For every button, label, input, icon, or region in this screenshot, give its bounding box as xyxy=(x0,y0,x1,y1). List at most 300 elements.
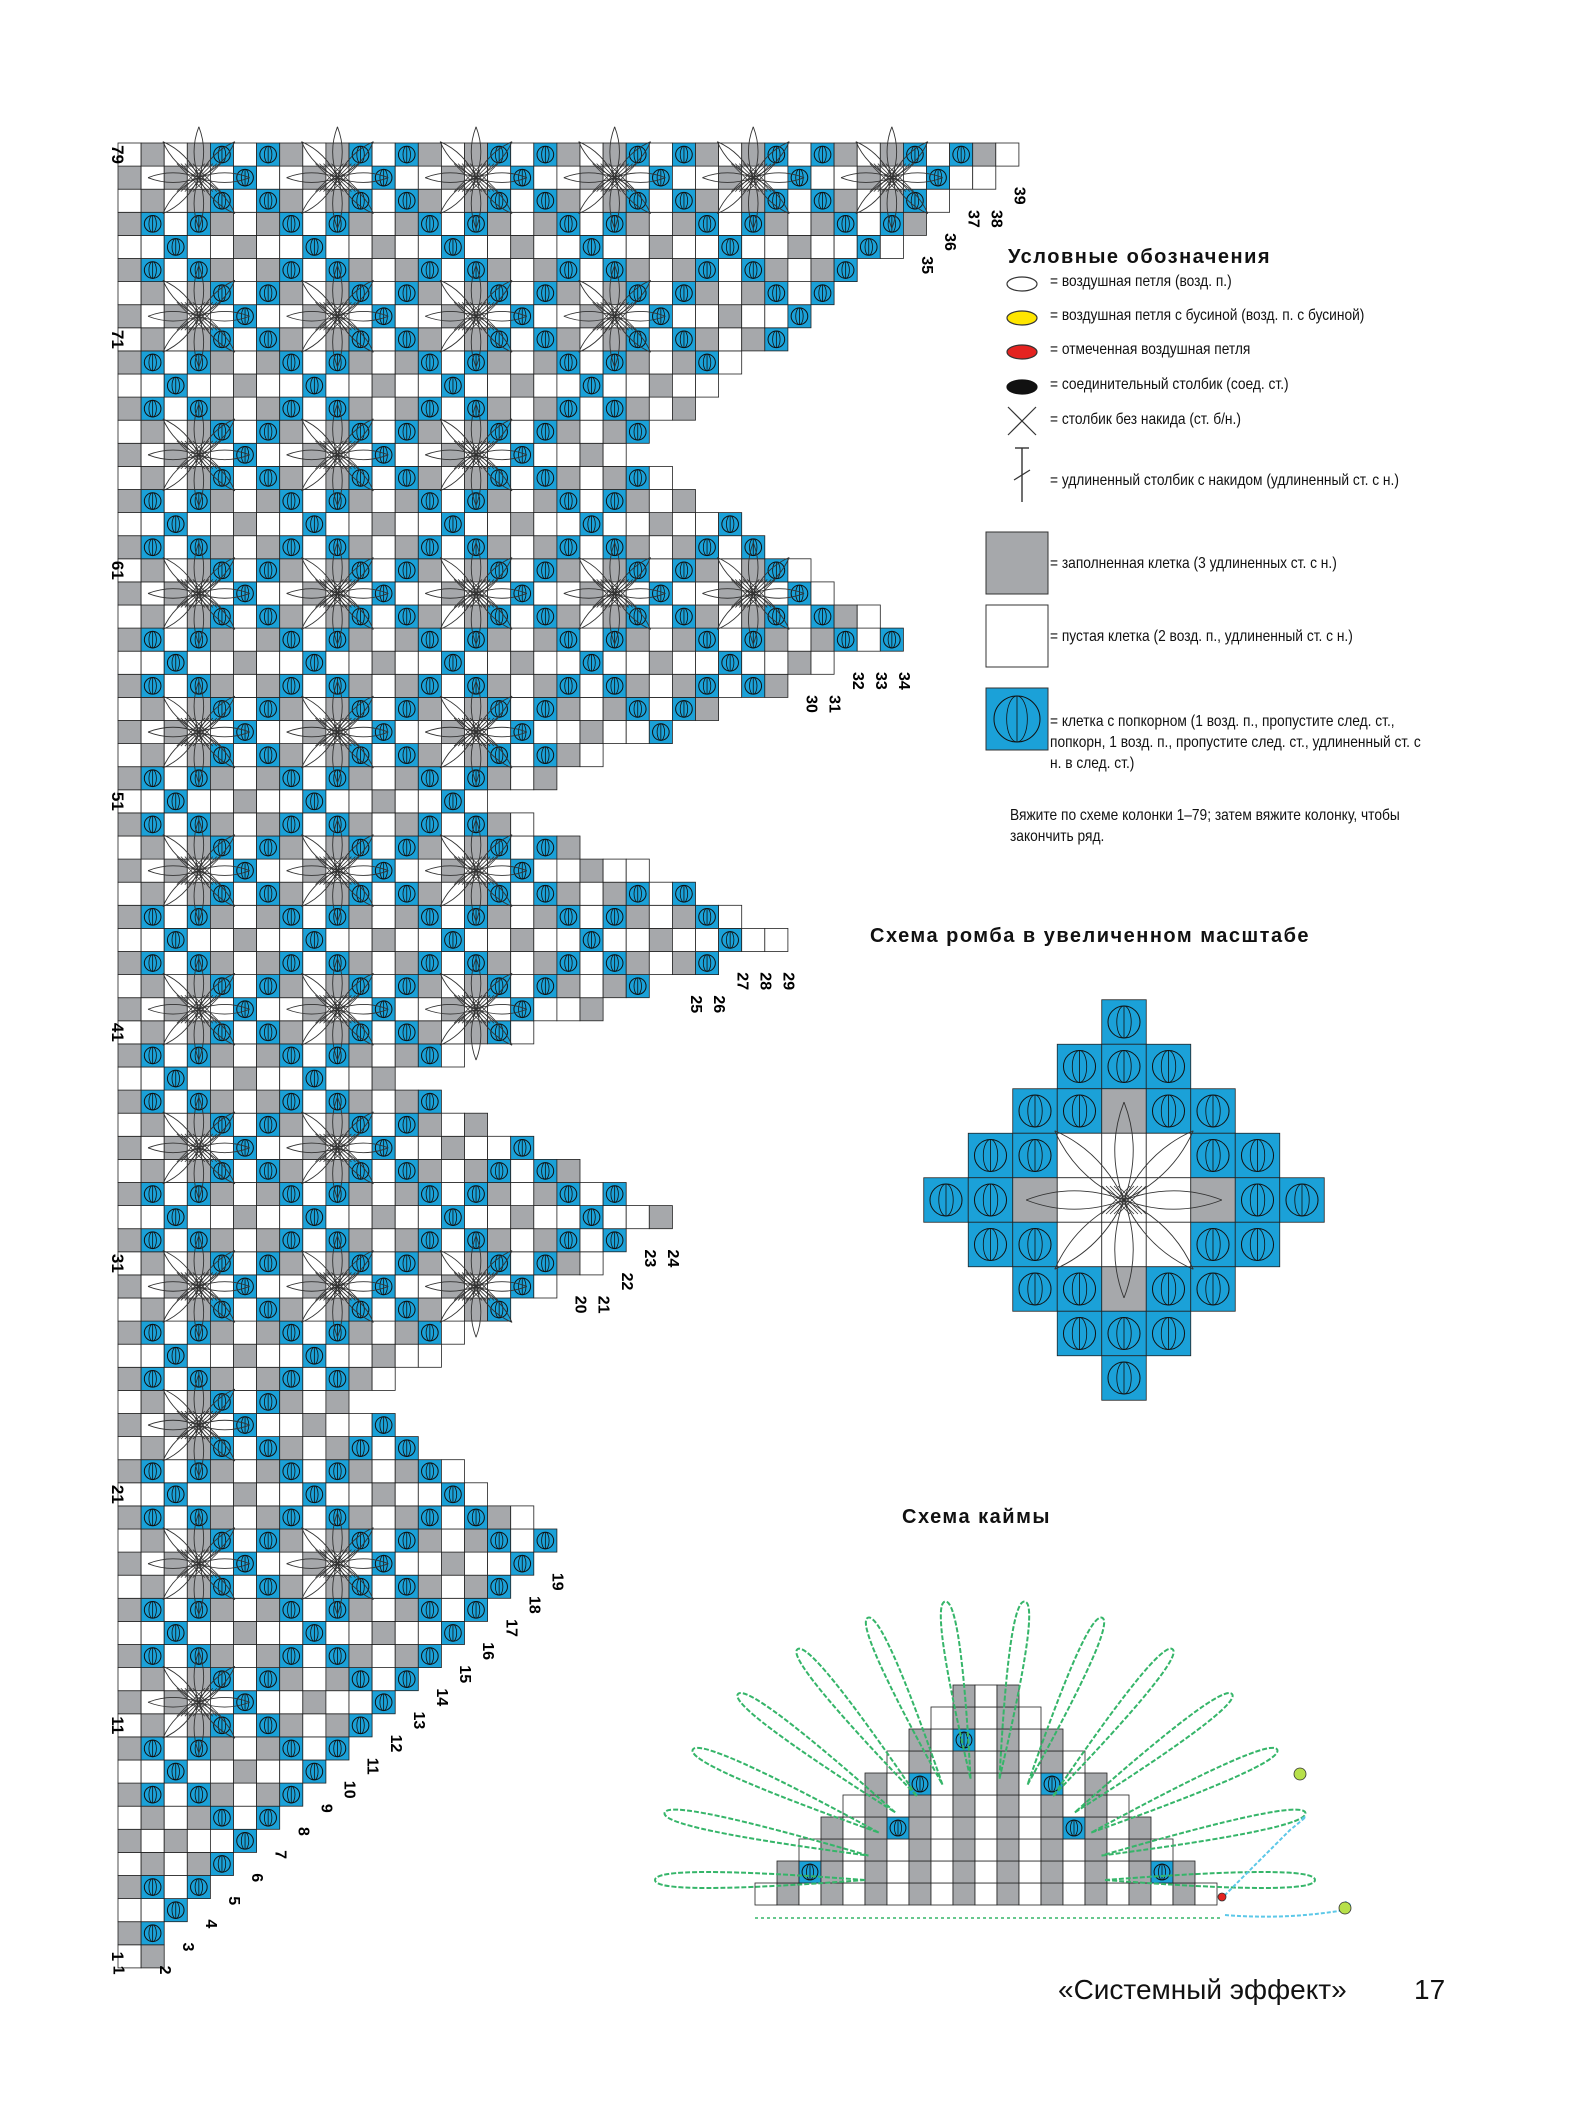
empty-cell xyxy=(511,212,534,235)
empty-cell xyxy=(303,882,326,905)
empty-cell xyxy=(280,1414,303,1437)
empty-cell xyxy=(303,905,326,928)
empty-cell xyxy=(857,143,880,166)
empty-cell xyxy=(257,1621,280,1644)
empty-cell xyxy=(395,790,418,813)
empty-cell xyxy=(372,1460,395,1483)
filled-cell xyxy=(626,490,649,513)
empty-cell xyxy=(465,1552,488,1575)
row-label: 22 xyxy=(617,1272,635,1291)
empty-cell xyxy=(280,1344,303,1367)
empty-cell xyxy=(441,1183,464,1206)
filled-cell xyxy=(349,628,372,651)
row-label: 27 xyxy=(733,972,751,991)
filled-cell xyxy=(257,1183,280,1206)
filled-cell xyxy=(441,1275,464,1298)
filled-cell xyxy=(534,628,557,651)
empty-cell xyxy=(580,1252,603,1275)
filled-cell xyxy=(326,975,349,998)
filled-cell xyxy=(141,1529,164,1552)
empty-cell xyxy=(799,1839,821,1861)
empty-cell xyxy=(349,1552,372,1575)
filled-cell xyxy=(349,813,372,836)
empty-cell xyxy=(141,721,164,744)
filled-cell xyxy=(441,721,464,744)
empty-cell xyxy=(303,628,326,651)
empty-cell xyxy=(164,674,187,697)
empty-cell xyxy=(118,1529,141,1552)
empty-cell xyxy=(326,235,349,258)
empty-cell xyxy=(141,651,164,674)
filled-cell xyxy=(1129,1861,1151,1883)
filled-cell xyxy=(326,143,349,166)
empty-cell xyxy=(280,1275,303,1298)
empty-cell xyxy=(280,1136,303,1159)
empty-cell xyxy=(257,443,280,466)
filled-cell xyxy=(187,697,210,720)
empty-cell xyxy=(511,767,534,790)
row-label: 35 xyxy=(918,256,936,274)
filled-cell xyxy=(280,143,303,166)
filled-cell xyxy=(777,1861,799,1883)
filled-cell xyxy=(141,1159,164,1182)
empty-cell xyxy=(210,1483,233,1506)
empty-cell xyxy=(488,1136,511,1159)
empty-cell xyxy=(164,1645,187,1668)
empty-cell xyxy=(118,744,141,767)
empty-cell xyxy=(441,905,464,928)
filled-cell xyxy=(118,813,141,836)
filled-cell xyxy=(719,582,742,605)
empty-cell xyxy=(164,397,187,420)
filled-cell xyxy=(280,1437,303,1460)
empty-cell xyxy=(303,466,326,489)
filled-cell xyxy=(257,1645,280,1668)
filled-cell xyxy=(280,1159,303,1182)
empty-cell xyxy=(765,928,788,951)
filled-cell xyxy=(326,1252,349,1275)
empty-cell xyxy=(580,1183,603,1206)
empty-cell xyxy=(372,674,395,697)
empty-cell xyxy=(742,235,765,258)
empty-cell xyxy=(580,282,603,305)
empty-cell xyxy=(372,628,395,651)
empty-cell xyxy=(649,328,672,351)
empty-cell xyxy=(372,466,395,489)
column-label: 79 xyxy=(108,145,127,165)
row-label: 25 xyxy=(687,995,705,1014)
filled-cell xyxy=(280,559,303,582)
empty-cell xyxy=(696,582,719,605)
empty-cell xyxy=(395,1275,418,1298)
filled-cell xyxy=(349,490,372,513)
filled-cell xyxy=(488,1506,511,1529)
empty-cell xyxy=(164,1298,187,1321)
filled-cell xyxy=(418,697,441,720)
filled-cell xyxy=(118,1691,141,1714)
filled-cell xyxy=(280,328,303,351)
filled-cell xyxy=(164,1552,187,1575)
empty-cell xyxy=(511,1021,534,1044)
empty-cell xyxy=(1146,1178,1191,1223)
empty-cell xyxy=(843,1883,865,1905)
filled-cell xyxy=(257,767,280,790)
filled-cell xyxy=(626,397,649,420)
empty-cell xyxy=(349,1414,372,1437)
empty-cell xyxy=(975,1707,997,1729)
filled-cell xyxy=(465,1529,488,1552)
empty-cell xyxy=(887,1861,909,1883)
column-label: 51 xyxy=(108,791,127,811)
empty-cell xyxy=(441,143,464,166)
filled-cell xyxy=(280,744,303,767)
empty-cell xyxy=(534,1275,557,1298)
filled-cell xyxy=(909,1861,931,1883)
filled-cell xyxy=(511,928,534,951)
empty-cell xyxy=(580,189,603,212)
empty-cell xyxy=(257,1414,280,1437)
empty-cell xyxy=(372,189,395,212)
empty-cell xyxy=(372,1021,395,1044)
empty-cell xyxy=(257,859,280,882)
filled-cell xyxy=(511,513,534,536)
empty-cell xyxy=(1019,1861,1041,1883)
legend-title: Условные обозначения xyxy=(1008,246,1272,268)
filled-cell xyxy=(603,975,626,998)
filled-cell xyxy=(465,1252,488,1275)
filled-cell xyxy=(821,1817,843,1839)
empty-cell xyxy=(465,1483,488,1506)
row-label: 12 xyxy=(386,1734,404,1753)
empty-cell xyxy=(465,1206,488,1229)
filled-cell xyxy=(834,605,857,628)
empty-cell xyxy=(118,697,141,720)
empty-cell xyxy=(280,1552,303,1575)
empty-cell xyxy=(441,813,464,836)
filled-cell xyxy=(909,1751,931,1773)
empty-cell xyxy=(234,1506,257,1529)
empty-cell xyxy=(603,374,626,397)
filled-cell xyxy=(603,466,626,489)
empty-cell xyxy=(887,1795,909,1817)
row-label: 6 xyxy=(248,1873,266,1883)
empty-cell xyxy=(372,882,395,905)
column-label: 1 xyxy=(108,1951,127,1962)
empty-cell xyxy=(164,1367,187,1390)
empty-cell xyxy=(418,651,441,674)
filled-cell xyxy=(349,1183,372,1206)
filled-cell xyxy=(1173,1861,1195,1883)
filled-cell xyxy=(1041,1883,1063,1905)
filled-cell xyxy=(326,1113,349,1136)
empty-cell xyxy=(626,1206,649,1229)
filled-cell xyxy=(465,328,488,351)
empty-cell xyxy=(372,212,395,235)
filled-cell xyxy=(118,1783,141,1806)
empty-cell xyxy=(303,1021,326,1044)
empty-cell xyxy=(465,1136,488,1159)
empty-cell xyxy=(488,1206,511,1229)
filled-cell xyxy=(511,235,534,258)
filled-cell xyxy=(395,628,418,651)
filled-cell xyxy=(257,1321,280,1344)
filled-cell xyxy=(349,767,372,790)
filled-cell xyxy=(465,1298,488,1321)
filled-cell xyxy=(488,674,511,697)
filled-cell xyxy=(765,628,788,651)
filled-cell xyxy=(118,674,141,697)
filled-cell xyxy=(210,1367,233,1390)
empty-cell xyxy=(303,559,326,582)
empty-cell xyxy=(234,767,257,790)
empty-cell xyxy=(511,975,534,998)
filled-cell xyxy=(418,143,441,166)
filled-cell xyxy=(257,1460,280,1483)
empty-cell xyxy=(1063,1861,1085,1883)
filled-cell xyxy=(234,928,257,951)
empty-cell xyxy=(975,1817,997,1839)
filled-cell xyxy=(672,351,695,374)
empty-cell xyxy=(210,1206,233,1229)
filled-cell xyxy=(280,1668,303,1691)
empty-cell xyxy=(418,513,441,536)
filled-cell xyxy=(418,559,441,582)
empty-cell xyxy=(580,952,603,975)
filled-cell xyxy=(326,1390,349,1413)
empty-cell xyxy=(257,235,280,258)
filled-cell xyxy=(164,859,187,882)
empty-cell xyxy=(649,559,672,582)
empty-cell xyxy=(234,1159,257,1182)
empty-cell xyxy=(580,328,603,351)
filled-cell xyxy=(534,397,557,420)
empty-cell xyxy=(303,1229,326,1252)
filled-cell xyxy=(909,1817,931,1839)
row-label: 15 xyxy=(456,1665,474,1684)
empty-cell xyxy=(372,1229,395,1252)
filled-cell xyxy=(257,212,280,235)
empty-cell xyxy=(326,1206,349,1229)
empty-cell xyxy=(418,1552,441,1575)
empty-cell xyxy=(742,651,765,674)
empty-cell xyxy=(534,305,557,328)
filled-cell xyxy=(441,859,464,882)
empty-cell xyxy=(557,998,580,1021)
empty-cell xyxy=(187,1344,210,1367)
filled-cell xyxy=(326,328,349,351)
bead-icon xyxy=(1294,1768,1306,1780)
filled-cell xyxy=(465,882,488,905)
empty-cell xyxy=(488,859,511,882)
empty-cell xyxy=(187,790,210,813)
legend-item-popcorn-cell: = клетка с попкорном (1 возд. п., пропустите след. ст., попкорн, 1 возд. п., пропустите след. ст., удлиненный ст. с н. в след. ст.) xyxy=(1050,713,1421,772)
filled-cell xyxy=(141,1113,164,1136)
empty-cell xyxy=(580,905,603,928)
filled-cell xyxy=(141,143,164,166)
empty-cell xyxy=(488,998,511,1021)
empty-cell xyxy=(234,328,257,351)
border-turn-chain xyxy=(1220,1817,1350,1917)
empty-cell xyxy=(118,1298,141,1321)
filled-cell xyxy=(557,1252,580,1275)
empty-cell xyxy=(441,1021,464,1044)
empty-cell xyxy=(210,859,233,882)
empty-cell xyxy=(234,536,257,559)
empty-cell xyxy=(511,328,534,351)
filled-cell xyxy=(973,143,996,166)
filled-cell xyxy=(164,998,187,1021)
empty-cell xyxy=(580,143,603,166)
filled-cell xyxy=(418,466,441,489)
empty-cell xyxy=(303,1090,326,1113)
empty-cell xyxy=(187,1067,210,1090)
filled-cell xyxy=(234,1483,257,1506)
empty-cell xyxy=(164,1668,187,1691)
empty-cell xyxy=(696,374,719,397)
empty-cell xyxy=(303,975,326,998)
empty-cell xyxy=(234,813,257,836)
filled-cell xyxy=(557,697,580,720)
filled-cell xyxy=(395,674,418,697)
column-label: 71 xyxy=(108,329,127,349)
empty-cell xyxy=(418,998,441,1021)
filled-cell xyxy=(441,1136,464,1159)
empty-cell xyxy=(395,651,418,674)
filled-cell xyxy=(880,189,903,212)
empty-cell xyxy=(326,651,349,674)
filled-cell xyxy=(395,1506,418,1529)
empty-cell xyxy=(164,1714,187,1737)
filled-cell xyxy=(488,351,511,374)
filled-cell xyxy=(257,1783,280,1806)
empty-cell xyxy=(857,189,880,212)
filled-cell xyxy=(857,166,880,189)
filled-cell xyxy=(672,259,695,282)
empty-cell xyxy=(441,1044,464,1067)
empty-cell xyxy=(534,928,557,951)
filled-cell xyxy=(349,1645,372,1668)
empty-cell xyxy=(326,1621,349,1644)
empty-cell xyxy=(303,813,326,836)
empty-cell xyxy=(210,1414,233,1437)
filled-cell xyxy=(465,1021,488,1044)
empty-cell xyxy=(164,1437,187,1460)
filled-cell xyxy=(164,721,187,744)
empty-cell xyxy=(557,443,580,466)
filled-cell xyxy=(118,1829,141,1852)
filled-cell xyxy=(210,1783,233,1806)
empty-cell xyxy=(118,1437,141,1460)
empty-cell xyxy=(765,651,788,674)
filled-cell xyxy=(118,1460,141,1483)
empty-cell xyxy=(372,259,395,282)
filled-cell xyxy=(118,859,141,882)
filled-cell xyxy=(210,490,233,513)
empty-cell xyxy=(234,1645,257,1668)
empty-cell xyxy=(118,1113,141,1136)
empty-cell xyxy=(210,443,233,466)
empty-cell xyxy=(280,1067,303,1090)
empty-cell xyxy=(303,952,326,975)
empty-cell xyxy=(257,1067,280,1090)
legend-item-marked-chain: = отмеченная воздушная петля xyxy=(1050,341,1251,358)
empty-cell xyxy=(511,952,534,975)
empty-cell xyxy=(418,374,441,397)
empty-cell xyxy=(141,513,164,536)
empty-cell xyxy=(234,1529,257,1552)
filled-cell xyxy=(557,189,580,212)
empty-cell xyxy=(164,1021,187,1044)
empty-cell xyxy=(257,651,280,674)
filled-cell xyxy=(719,305,742,328)
empty-cell xyxy=(187,1829,210,1852)
filled-cell xyxy=(257,813,280,836)
empty-cell xyxy=(696,928,719,951)
empty-cell xyxy=(441,628,464,651)
filled-cell xyxy=(257,952,280,975)
empty-cell xyxy=(975,1795,997,1817)
empty-cell xyxy=(418,1621,441,1644)
filled-cell xyxy=(395,1460,418,1483)
empty-cell xyxy=(580,559,603,582)
empty-cell xyxy=(441,697,464,720)
filled-cell xyxy=(210,1090,233,1113)
filled-cell xyxy=(257,905,280,928)
empty-cell xyxy=(164,420,187,443)
empty-cell xyxy=(280,166,303,189)
empty-cell xyxy=(141,374,164,397)
filled-cell xyxy=(603,420,626,443)
empty-cell xyxy=(580,605,603,628)
empty-cell xyxy=(441,559,464,582)
filled-cell xyxy=(234,1067,257,1090)
filled-cell xyxy=(603,559,626,582)
filled-cell xyxy=(326,189,349,212)
filled-cell xyxy=(672,952,695,975)
filled-cell xyxy=(303,305,326,328)
empty-cell xyxy=(372,328,395,351)
filled-cell xyxy=(465,189,488,212)
empty-cell xyxy=(1107,1861,1129,1883)
empty-cell xyxy=(534,235,557,258)
row-label: 13 xyxy=(409,1711,427,1730)
filled-cell xyxy=(1191,1178,1236,1223)
filled-cell xyxy=(141,1021,164,1044)
filled-cell xyxy=(511,1206,534,1229)
filled-cell xyxy=(418,1529,441,1552)
row-label: 17 xyxy=(502,1619,520,1637)
empty-cell xyxy=(372,490,395,513)
filled-cell xyxy=(303,1414,326,1437)
filled-cell xyxy=(534,1229,557,1252)
filled-cell xyxy=(187,189,210,212)
empty-cell xyxy=(395,1344,418,1367)
filled-cell xyxy=(418,189,441,212)
empty-cell xyxy=(465,790,488,813)
filled-cell xyxy=(280,189,303,212)
filled-cell xyxy=(141,328,164,351)
empty-cell xyxy=(303,836,326,859)
filled-cell xyxy=(257,536,280,559)
empty-cell xyxy=(164,212,187,235)
empty-cell xyxy=(372,905,395,928)
empty-cell xyxy=(857,212,880,235)
filled-cell xyxy=(765,212,788,235)
empty-cell xyxy=(118,235,141,258)
empty-cell xyxy=(696,235,719,258)
empty-cell xyxy=(164,1783,187,1806)
empty-cell xyxy=(603,1206,626,1229)
